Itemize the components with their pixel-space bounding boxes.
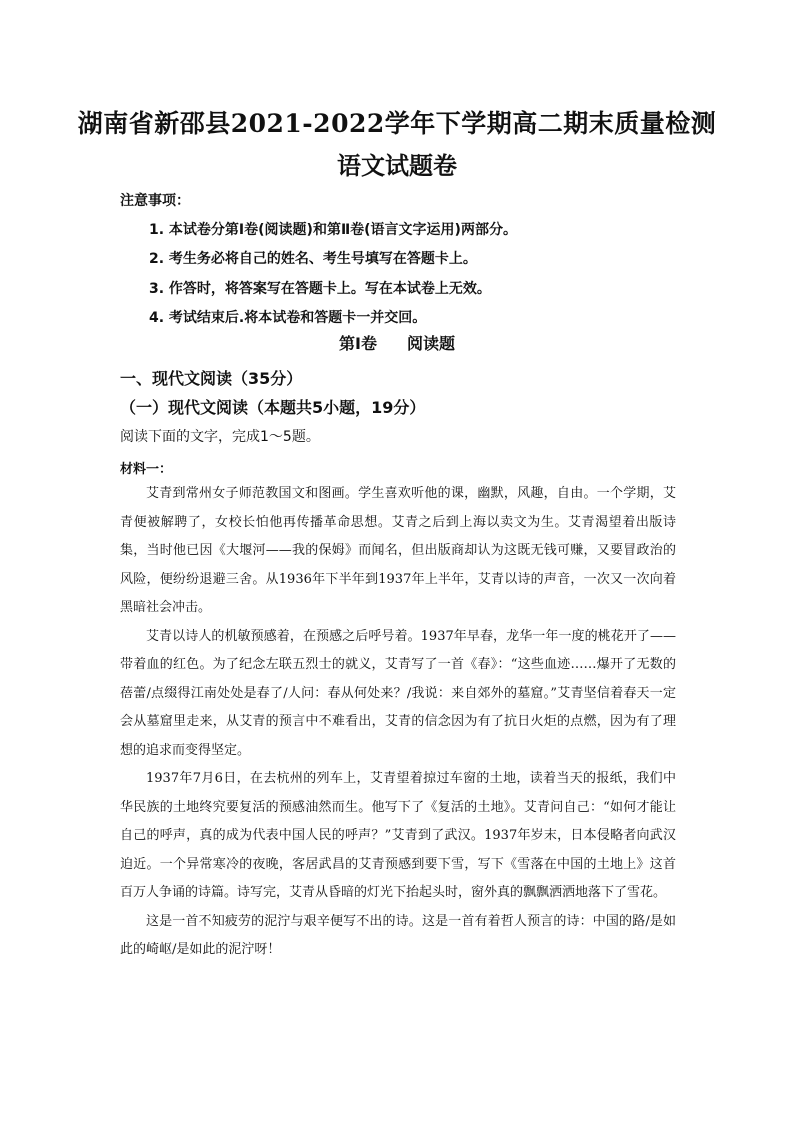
subsection-heading: （一）现代文阅读（本题共5小题，19分） — [120, 398, 426, 417]
article-paragraph: 艾青到常州女子师范教国文和图画。学生喜欢听他的课，幽默，风趣，自由。一个学期，艾青便被解聘了，女校长怕他再传播革命思想。艾青之后到上海以卖文为生。艾青渴望着出版诗集，当时他已因《大堰河——我的保姆》而闻名，但出版商却认为这既无钱可赚，又要冒政治的风险，便纷纷退避三舍。从1936年下半年到1937年上半年，艾青以诗的声音，一次又一次向着黑暗社会冲击。 — [120, 486, 676, 615]
exam-subtitle: 语文试题卷 — [337, 151, 457, 180]
article-body — [120, 480, 676, 965]
volume-part: 第Ⅰ卷 — [339, 334, 377, 353]
notice-item: 2. 考生务必将自己的姓名、考生号填写在答题卡上。 — [149, 251, 477, 267]
article-paragraph: 艾青以诗人的机敏预感着，在预感之后呼号着。1937年早春，龙华一年一度的桃花开了——带着血的红色。为了纪念左联五烈士的就义，艾青写了一首《春》：“这些血迹……爆开了无数的蓓蕾/点缀得江南处处是春了/人问：春从何处来？/我说：来自郊外的墓窟。”艾青坚信着春天一定会从墓窟里走来，从艾青的预言中不难看出，艾青的信念因为有了抗日火炬的点燃，因为有了理想的追求而变得坚定。 — [120, 628, 676, 758]
volume-name: 阅读题 — [406, 334, 455, 353]
volume-heading — [0, 331, 794, 354]
article-paragraph: 1937年7月6日，在去杭州的列车上，艾青望着掠过车窗的土地，读着当天的报纸，我们中华民族的土地终究要复活的预感油然而生。他写下了《复活的土地》。艾青问自己：“如何才能让自己的呼声，真的成为代表中国人民的呼声？”艾青到了武汉。1937年岁末，日本侵略者向武汉迫近。一个异常寒冷的夜晚，客居武昌的艾青预感到要下雪，写下《雪落在中国的土地上》这首百万人争诵的诗篇。诗写完，艾青从昏暗的灯光下抬起头时，窗外真的飘飘洒洒地落下了雪花。 — [120, 771, 676, 900]
reading-instruction: 阅读下面的文字，完成1～5题。 — [120, 429, 320, 445]
article-paragraph: 这是一首不知疲劳的泥泞与艰辛便写不出的诗。这是一首有着哲人预言的诗：中国的路/是如此的崎岖/是如此的泥泞呀！ — [120, 913, 676, 957]
section-heading: 一、现代文阅读（35分） — [120, 369, 303, 388]
notice-item: 4. 考试结束后.将本试卷和答题卡一并交回。 — [149, 310, 427, 326]
exam-title: 湖南省新邵县2021-2022学年下学期高二期末质量检测 — [77, 109, 717, 138]
notice-heading: 注意事项： — [120, 193, 190, 209]
notice-item: 3. 作答时，将答案写在答题卡上。写在本试卷上无效。 — [149, 281, 491, 297]
notice-item: 1. 本试卷分第Ⅰ卷(阅读题)和第Ⅱ卷(语言文字运用)两部分。 — [149, 222, 517, 238]
material-label: 材料一： — [120, 462, 173, 477]
